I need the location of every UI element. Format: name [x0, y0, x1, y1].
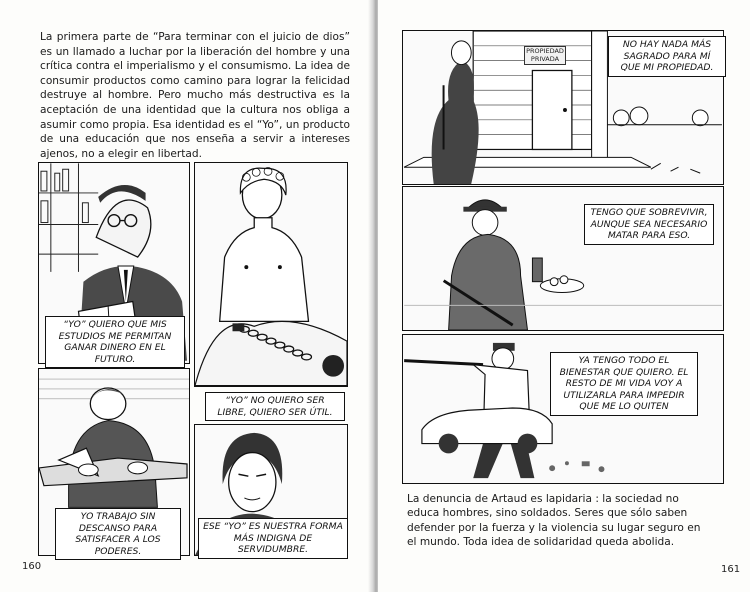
property-caption: NO HAY NADA MÁS SAGRADO PARA MÍ QUE MI PROPIEDAD. — [608, 36, 726, 77]
right-outro-paragraph: La denuncia de Artaud es lapidaria : la sociedad no educa hombres, sino soldados. Seres que sólo saben defender por la fuerza y la violencia su lugar seguro en el mundo. Toda idea de solidaridad queda abolida. — [407, 493, 701, 549]
scholar-caption: “YO” QUIERO QUE MIS ESTUDIOS ME PERMITAN GANAR DINERO EN EL FUTURO. — [45, 316, 185, 368]
left-page-number: 160 — [22, 561, 42, 572]
soldier-caption: TENGO QUE SOBREVIVIR, AUNQUE SEA NECESARIO MATAR PARA ESO. — [584, 204, 714, 245]
worker-caption: YO TRABAJO SIN DESCANSO PARA SATISFACER A LOS PODERES. — [55, 508, 181, 560]
woman-illustration — [195, 163, 347, 386]
portrait-caption: ESE “YO” ES NUESTRA FORMA MÁS INDIGNA DE SERVIDUMBRE. — [198, 518, 348, 559]
panel-woman — [194, 162, 348, 387]
woman-caption: “YO” NO QUIERO SER LIBRE, QUIERO SER ÚTIL. — [205, 392, 345, 421]
officer-caption: YA TENGO TODO EL BIENESTAR QUE QUIERO. EL RESTO DE MI VIDA VOY A UTILIZARLA PARA IMPEDIR QUE ME LO QUITEN — [550, 352, 698, 416]
left-intro-paragraph: La primera parte de “Para terminar con el juicio de dios” es un llamado a luchar por la liberación del hombre y una crítica contra el imperialismo y el consumismo. La idea de consumir productos como camino para lograr la felicidad destruye al hombre. Pero mucho más destructiva es la aceptación de una identidad que la cultura nos obliga a asumir como propia. Esa identidad es el “Yo”, un producto de una educación que nos enseña a servir a intereses ajenos, no a elegir en libertad. — [40, 31, 350, 160]
property-sign: PROPIEDAD PRIVADA — [524, 46, 566, 65]
left-page — [0, 0, 373, 592]
right-page-number: 161 — [721, 564, 741, 575]
